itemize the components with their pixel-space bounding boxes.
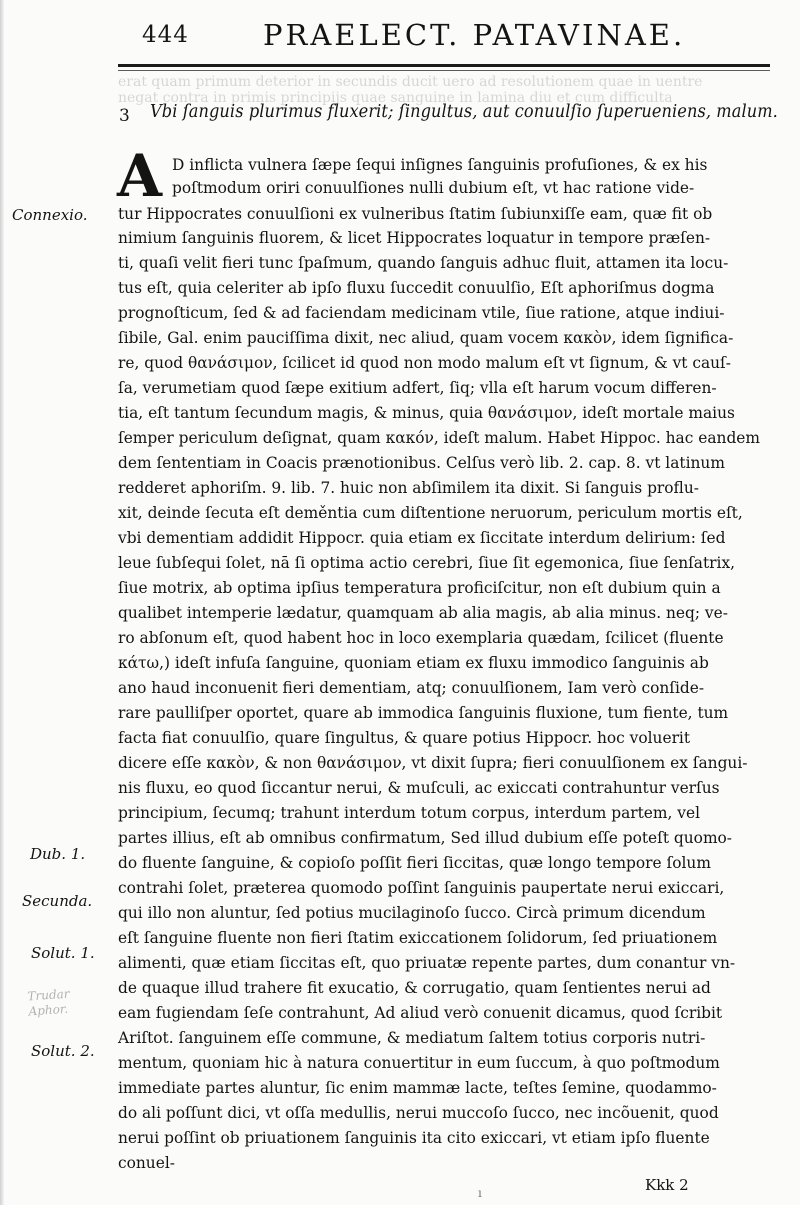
text-line: ro abſonum eſt, quod habent hoc in loco exemplaria quædam, ſcilicet (fluente xyxy=(118,629,724,647)
text-line: leue ſubſequi ſolet, nā ſi optima actio cerebri, ſiue ſit egemonica, ſiue ſenſatrix, xyxy=(118,554,736,572)
text-line: qui illo non aluntur, ſed potius mucilaginoſo ſucco. Circà primum dicendum xyxy=(118,904,706,922)
text-line: ſiue motrix, ab optima ipſius temperatura proficiſcitur, non eſt dubium quin a xyxy=(118,579,721,597)
text-line: facta fiat conuulſio, quare ſingultus, & quare potius Hippocr. hoc voluerit xyxy=(118,729,691,747)
signature-mark: Kkk 2 xyxy=(645,1176,689,1194)
text-line: xit, deinde ſecuta eſt deměntia cum diſtentione neruorum, periculum mortis eſt, xyxy=(118,504,743,522)
stray-mark: ı xyxy=(478,1186,482,1200)
text-line: prognoſticum, ſed & ad faciendam medicinam vtile, ſiue ratione, atque indiui- xyxy=(118,304,725,322)
page-edge xyxy=(0,0,4,1205)
text-line: tur Hippocrates conuulſioni ex vulneribus ſtatim ſubiunxiſſe eam, quæ fit ob xyxy=(118,205,713,223)
text-line: ti, quaſi velit fieri tunc ſpaſmum, quando ſanguis adhuc fluit, attamen ita locu- xyxy=(118,254,729,272)
text-line: de quaque illud trahere fit exucatio, & corrugatio, quam ſentientes nerui ad xyxy=(118,979,711,997)
bleed-line: erat quam primum deterior in secundis ducit uero ad resolutionem quae in uentre xyxy=(118,74,703,90)
drop-cap-initial: A xyxy=(117,142,163,210)
text-line: tus eſt, quia celeriter ab ipſo fluxu ſuccedit conuulſio, Eſt aphoriſmus dogma xyxy=(118,279,715,297)
text-line: qualibet intemperie lædatur, quamquam ab alia magis, ab alia minus. neq; ve- xyxy=(118,604,728,622)
faint-annotation-line: Aphor. xyxy=(28,1001,69,1019)
header-rule xyxy=(118,64,770,67)
text-line: nis fluxu, eo quod ſiccantur nerui, & muſculi, ac exiccati contrahuntur verſus xyxy=(118,779,720,797)
text-line: nimium ſanguinis fluorem, & licet Hippocrates loquatur in tempore præſen- xyxy=(118,229,711,247)
header-rule-thin xyxy=(118,70,770,71)
text-line: re, quod θανάσιμον, ſcilicet id quod non modo malum eſt vt ſignum, & vt cauſ- xyxy=(118,354,731,372)
text-line: do fluente ſanguine, & copioſo poſſit fieri ſiccitas, quæ longo tempore ſolum xyxy=(118,854,711,872)
running-head: PRAELECT. PATAVINAE. xyxy=(263,18,686,52)
margin-note-solut-2: Solut. 2. xyxy=(31,1042,95,1060)
text-line: vbi dementiam addidit Hippocr. quia etiam ex ſiccitate interdum delirium: ſed xyxy=(118,529,726,547)
text-line: redderet aphoriſm. 9. lib. 7. huic non abſimilem ita dixit. Si ſanguis proflu- xyxy=(118,479,699,497)
text-line: do ali poſſunt dici, vt oſſa medullis, nerui muccoſo ſucco, nec incõuenit, quod xyxy=(118,1104,719,1122)
text-line: dem ſententiam in Coacis prænotionibus. Celſus verò lib. 2. cap. 8. vt latinum xyxy=(118,454,725,472)
faint-annotation xyxy=(27,987,71,1020)
bleed-line: negat contra in primis principijs quae sanguine in lamina diu et cum difficulta xyxy=(118,90,673,106)
text-line: mentum, quoniam hic à natura conuertitur in eum ſuccum, à quo poſtmodum xyxy=(118,1054,720,1072)
text-line: poſtmodum oriri conuulſiones nulli dubium eſt, vt hac ratione vide- xyxy=(172,179,695,197)
page-number: 444 xyxy=(142,22,189,48)
text-line: κάτω,) ideſt infuſa ſanguine, quoniam etiam ex fluxu immodico ſanguinis ab xyxy=(118,654,709,672)
text-line: tia, eſt tantum ſecundum magis, & minus, quia θανάσιμον, ideſt mortale maius xyxy=(118,404,735,422)
text-line: ſemper periculum deſignat, quam κακόν, ideſt malum. Habet Hippoc. hac eandem xyxy=(118,429,760,447)
page-header xyxy=(118,10,778,52)
aphorism-number: 3 xyxy=(119,106,130,126)
text-line: ano haud inconuenit fieri dementiam, atq; conuulſionem, Iam verò conſide- xyxy=(118,679,705,697)
text-line: contrahi ſolet, præterea quomodo poſſint ſanguinis paupertate nerui exiccari, xyxy=(118,879,725,897)
text-line: D inflicta vulnera ſæpe ſequi inſignes ſanguinis profuſiones, & ex his xyxy=(172,156,708,174)
text-line: Ariſtot. ſanguinem eſſe commune, & mediatum ſaltem totius corporis nutri- xyxy=(118,1029,706,1047)
text-line: nerui poſſint ob priuationem ſanguinis ita cito exiccari, vt etiam ipſo fluente xyxy=(118,1129,710,1147)
margin-note-connexio: Connexio. xyxy=(12,206,88,224)
margin-note-solut-1: Solut. 1. xyxy=(31,944,95,962)
aphorism-text: Vbi ſanguis plurimus fluxerit; ſingultus, aut conuulſio ſuperueniens, malum. xyxy=(150,102,778,122)
text-line: partes illius, eſt ab omnibus confirmatum, Sed illud dubium eſſe poteſt quomo- xyxy=(118,829,733,847)
text-line: rare paulliſper oportet, quare ab immodica ſanguinis fluxione, tum fiente, tum xyxy=(118,704,729,722)
margin-note-dub: Dub. 1. xyxy=(30,845,86,863)
faint-annotation-line: Trudar xyxy=(27,986,70,1004)
text-line: alimenti, quæ etiam ſiccitas eſt, quo priuatæ repente partes, dum conantur vn- xyxy=(118,954,736,972)
text-line: immediate partes aluntur, ſic enim mammæ lacte, teſtes ſemine, quodammo- xyxy=(118,1079,717,1097)
text-line: eam fugiendam ſeſe contrahunt, Ad aliud verò conuenit dicamus, quod ſcribit xyxy=(118,1004,723,1022)
text-line: ſa, verumetiam quod ſæpe exitium adfert, ſiq; vlla eſt harum vocum differen- xyxy=(118,379,717,397)
text-line: dicere eſſe κακὸν, & non θανάσιμον, vt dixit ſupra; fieri conuulſionem ex ſangui- xyxy=(118,754,748,772)
text-line: conuel- xyxy=(118,1154,175,1172)
text-line: principium, ſecumq; trahunt interdum totum corpus, interdum partem, vel xyxy=(118,804,701,822)
text-line: ſibile, Gal. enim pauciſſima dixit, nec aliud, quam vocem κακὸν, idem ſignifica- xyxy=(118,329,734,347)
margin-note-secunda: Secunda. xyxy=(22,892,93,910)
text-line: eſt ſanguine fluente non fieri ſtatim exiccationem ſolidorum, ſed priuationem xyxy=(118,929,718,947)
